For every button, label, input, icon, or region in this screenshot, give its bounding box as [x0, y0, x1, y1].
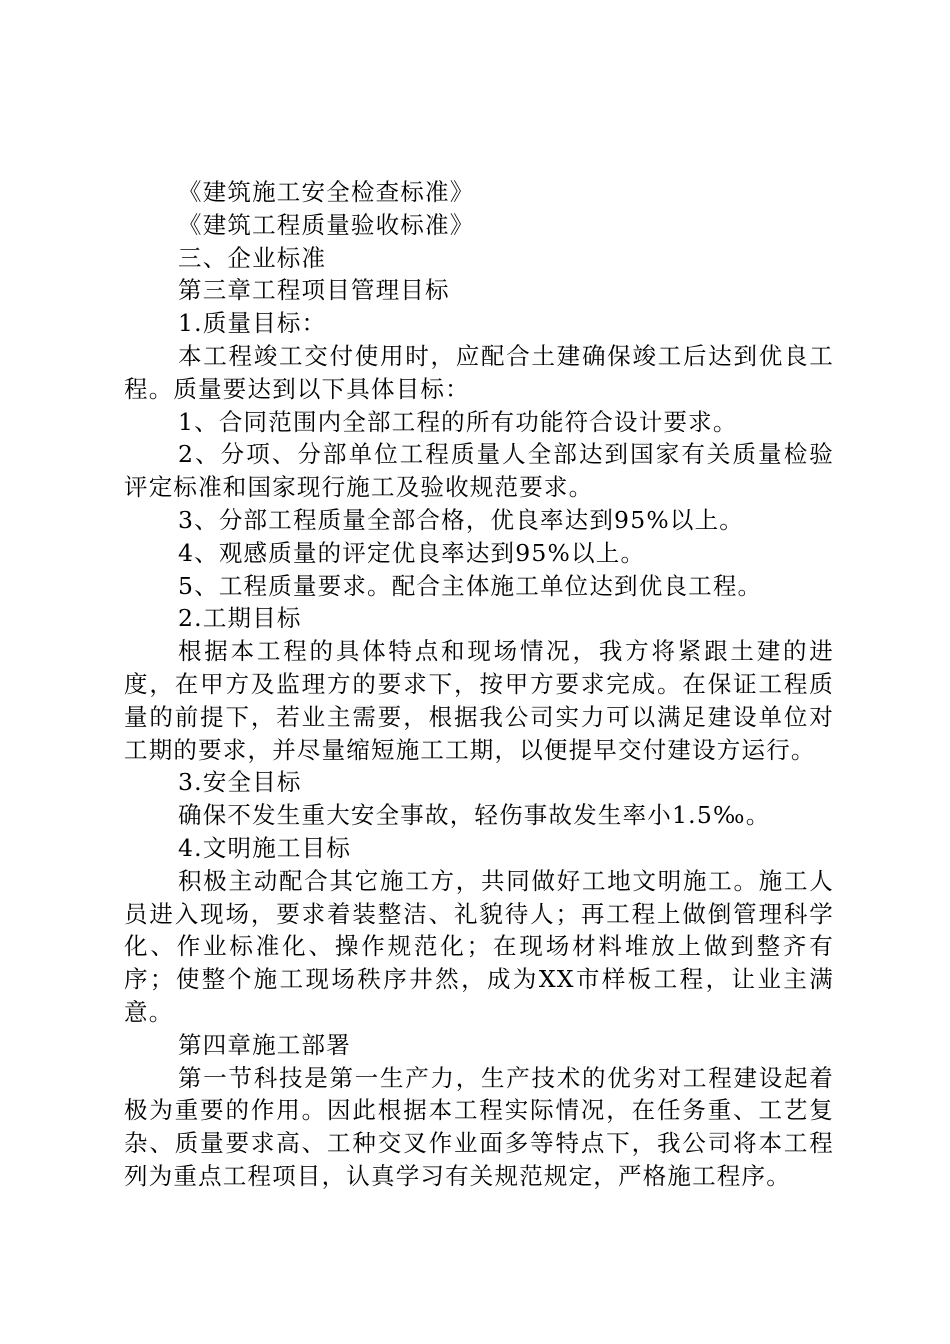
- list-item-quality-2: 2、分项、分部单位工程质量人全部达到国家有关质量检验评定标准和国家现行施工及验收规范要求。: [124, 440, 834, 502]
- subheading-civilized-construction: 4.文明施工目标: [178, 833, 352, 862]
- paragraph-schedule: 根据本工程的具体特点和现场情况，我方将紧跟土建的进度，在甲方及监理方的要求下，按甲方要求完成。在保证工程质量的前提下，若业主需要，根据我公司实力可以满足建设单位对工期的要求，并尽量缩短施工工期，以便提早交付建设方运行。: [124, 637, 834, 764]
- list-item-quality-5: 5、工程质量要求。配合主体施工单位达到优良工程。: [178, 571, 763, 600]
- paragraph-civilized-construction: 积极主动配合其它施工方，共同做好工地文明施工。施工人员进入现场，要求着装整洁、礼貌待人；再工程上做倒管理科学化、作业标准化、操作规范化；在现场材料堆放上做到整齐有序；使整个施工现场秩序井然，成为XX市样板工程，让业主满意。: [124, 866, 834, 1026]
- list-item-quality-4: 4、观感质量的评定优良率达到95%以上。: [178, 538, 646, 567]
- subheading-safety-target: 3.安全目标: [178, 768, 302, 797]
- document-body: [124, 176, 834, 1193]
- list-item-quality-1: 1、合同范围内全部工程的所有功能符合设计要求。: [178, 407, 738, 436]
- chapter-heading-3: 第三章工程项目管理目标: [178, 276, 450, 305]
- chapter-heading-4: 第四章施工部署: [178, 1030, 351, 1059]
- section-heading-enterprise-standard: 三、企业标准: [178, 243, 327, 272]
- paragraph-quality-intro: 本工程竣工交付使用时，应配合土建确保竣工后达到优良工程。质量要达到以下具体目标：: [124, 341, 834, 403]
- subheading-quality-target: 1.质量目标：: [178, 309, 327, 338]
- reference-standard-safety: 《建筑施工安全检查标准》: [178, 178, 475, 206]
- paragraph-safety: 确保不发生重大安全事故，轻伤事故发生率小1.5‰。: [178, 801, 771, 830]
- subheading-schedule-target: 2.工期目标: [178, 604, 302, 633]
- reference-standard-quality: 《建筑工程质量验收标准》: [178, 210, 475, 239]
- list-item-quality-3: 3、分部工程质量全部合格，优良率达到95%以上。: [178, 505, 744, 534]
- paragraph-section-1: 第一节科技是第一生产力，生产技术的优劣对工程建设起着极为重要的作用。因此根据本工程实际情况，在任务重、工艺复杂、质量要求高、工种交叉作业面多等特点下，我公司将本工程列为重点工程项目，认真学习有关规范规定，严格施工程序。: [124, 1063, 834, 1190]
